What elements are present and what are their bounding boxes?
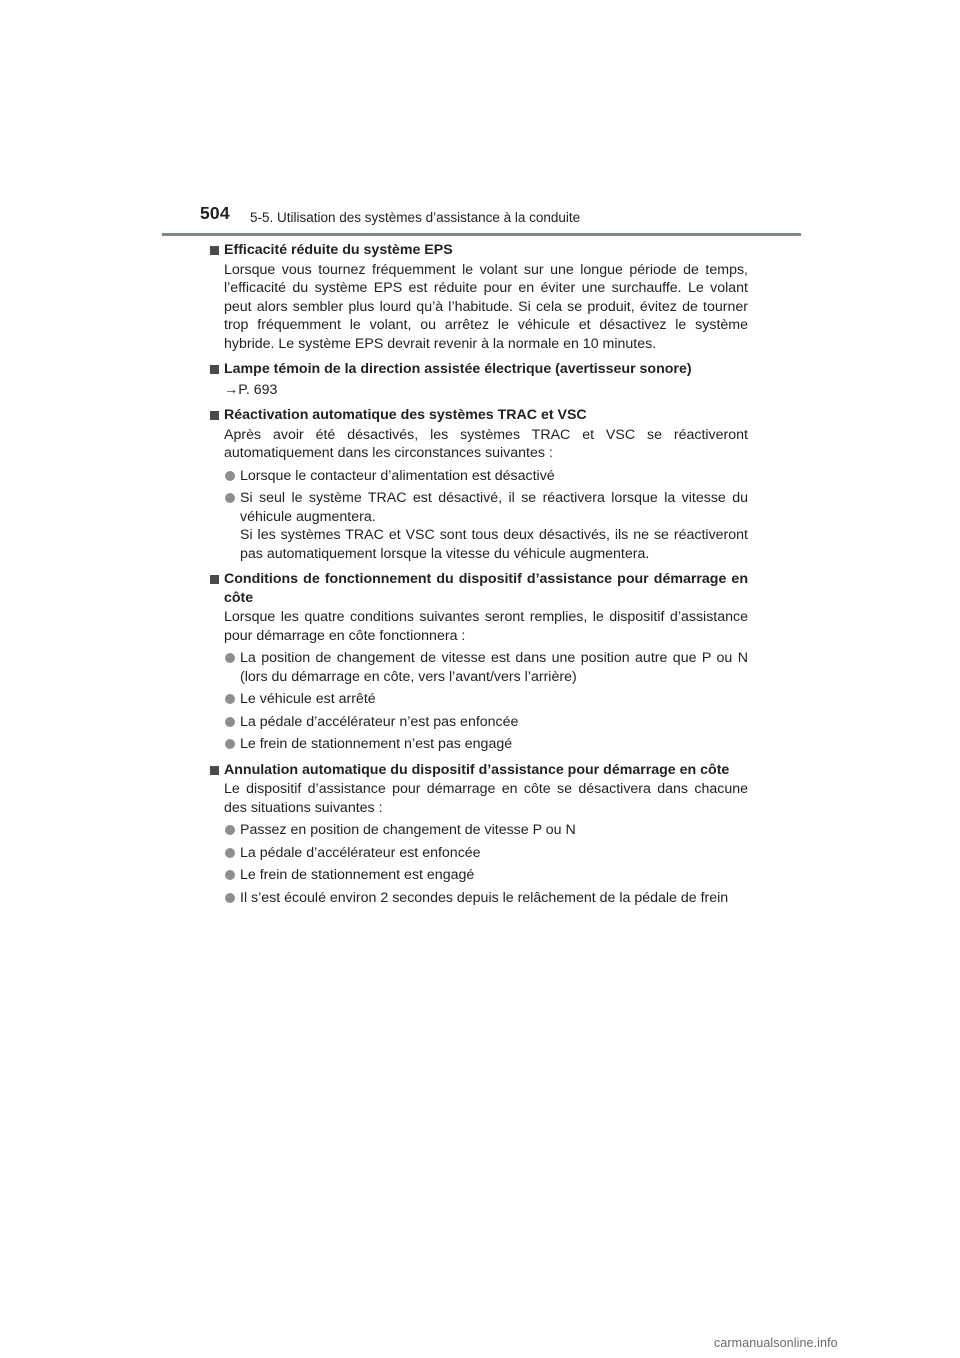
- chapter-title: 5-5. Utilisation des systèmes d’assistance à la conduite: [250, 210, 581, 225]
- list-item: Le frein de stationnement n’est pas engagé: [210, 735, 748, 754]
- section-paragraph: Lorsque les quatre conditions suivantes seront remplies, le dispositif d’assistance pour démarrage en côte fonctionnera :: [224, 609, 748, 644]
- round-bullet-icon: [225, 893, 235, 903]
- round-bullet-icon: [225, 739, 235, 749]
- section-heading: Conditions de fonctionnement du dispositif d’assistance pour démarrage en côte: [210, 570, 748, 607]
- list-item: Lorsque le contacteur d’alimentation est désactivé: [210, 467, 748, 486]
- section-paragraph: Le dispositif d’assistance pour démarrage en côte se désactivera dans chacune des situations suivantes :: [224, 781, 748, 816]
- round-bullet-icon: [225, 825, 235, 835]
- section-trac-vsc-reactivation: [210, 406, 748, 563]
- round-bullet-icon: [225, 493, 235, 503]
- section-eps-warning-lamp: [210, 360, 748, 399]
- page-number: 504: [200, 203, 230, 223]
- list-item-continuation: Si les systèmes TRAC et VSC sont tous deux désactivés, ils ne se réactiveront pas automatiquement lorsque la vitesse du véhicule augmentera.: [240, 527, 748, 562]
- square-bullet-icon: [210, 365, 219, 374]
- list-item: Le frein de stationnement est engagé: [210, 866, 748, 885]
- section-hill-start-cancellation: [210, 761, 748, 908]
- list-item: La pédale d’accélérateur n’est pas enfoncée: [210, 713, 748, 732]
- list-item: La position de changement de vitesse est dans une position autre que P ou N (lors du démarrage en côte, vers l’avant/vers l’arrière): [210, 649, 748, 686]
- list-item: La pédale d’accélérateur est enfoncée: [210, 844, 748, 863]
- round-bullet-icon: [225, 653, 235, 663]
- section-heading: Réactivation automatique des systèmes TRAC et VSC: [210, 406, 748, 425]
- square-bullet-icon: [210, 575, 219, 584]
- round-bullet-icon: [225, 471, 235, 481]
- square-bullet-icon: [210, 766, 219, 775]
- watermark: carmanualsonline.info: [714, 1336, 838, 1350]
- section-eps-efficiency: [210, 241, 748, 353]
- section-hill-start-conditions: [210, 570, 748, 754]
- round-bullet-icon: [225, 694, 235, 704]
- round-bullet-icon: [225, 717, 235, 727]
- list-item: Passez en position de changement de vitesse P ou N: [210, 821, 748, 840]
- list-item: Il s’est écoulé environ 2 secondes depuis le relâchement de la pédale de frein: [210, 889, 748, 908]
- list-item: Le véhicule est arrêté: [210, 690, 748, 709]
- section-paragraph: Après avoir été désactivés, les systèmes TRAC et VSC se réactiveront automatiquement dans les circonstances suivantes :: [224, 426, 748, 461]
- page-content: [210, 241, 748, 907]
- round-bullet-icon: [225, 870, 235, 880]
- section-heading: Lampe témoin de la direction assistée électrique (avertisseur sonore): [210, 360, 748, 379]
- page-reference: →P. 693: [224, 381, 278, 398]
- list-item: Si seul le système TRAC est désactivé, il se réactivera lorsque la vitesse du véhicule augmentera. Si les systèmes TRAC et VSC sont tous deux désactivés, ils ne se réactiveront pas automatiquement lorsque la vitesse du véhicule augmentera.: [210, 489, 748, 563]
- section-heading: Efficacité réduite du système EPS: [210, 241, 748, 260]
- header-rule: [162, 233, 801, 236]
- section-paragraph: Lorsque vous tournez fréquemment le volant sur une longue période de temps, l’efficacité du système EPS est réduite pour en éviter une surchauffe. Le volant peut alors sembler plus lourd qu’à l’habitude. Si cela se produit, évitez de tourner trop fréquemment le volant, ou arrêtez le véhicule et désactivez le système hybride. Le système EPS devrait revenir à la normale en 10 minutes.: [224, 261, 748, 352]
- square-bullet-icon: [210, 411, 219, 420]
- round-bullet-icon: [225, 848, 235, 858]
- square-bullet-icon: [210, 246, 219, 255]
- section-heading: Annulation automatique du dispositif d’assistance pour démarrage en côte: [210, 761, 748, 780]
